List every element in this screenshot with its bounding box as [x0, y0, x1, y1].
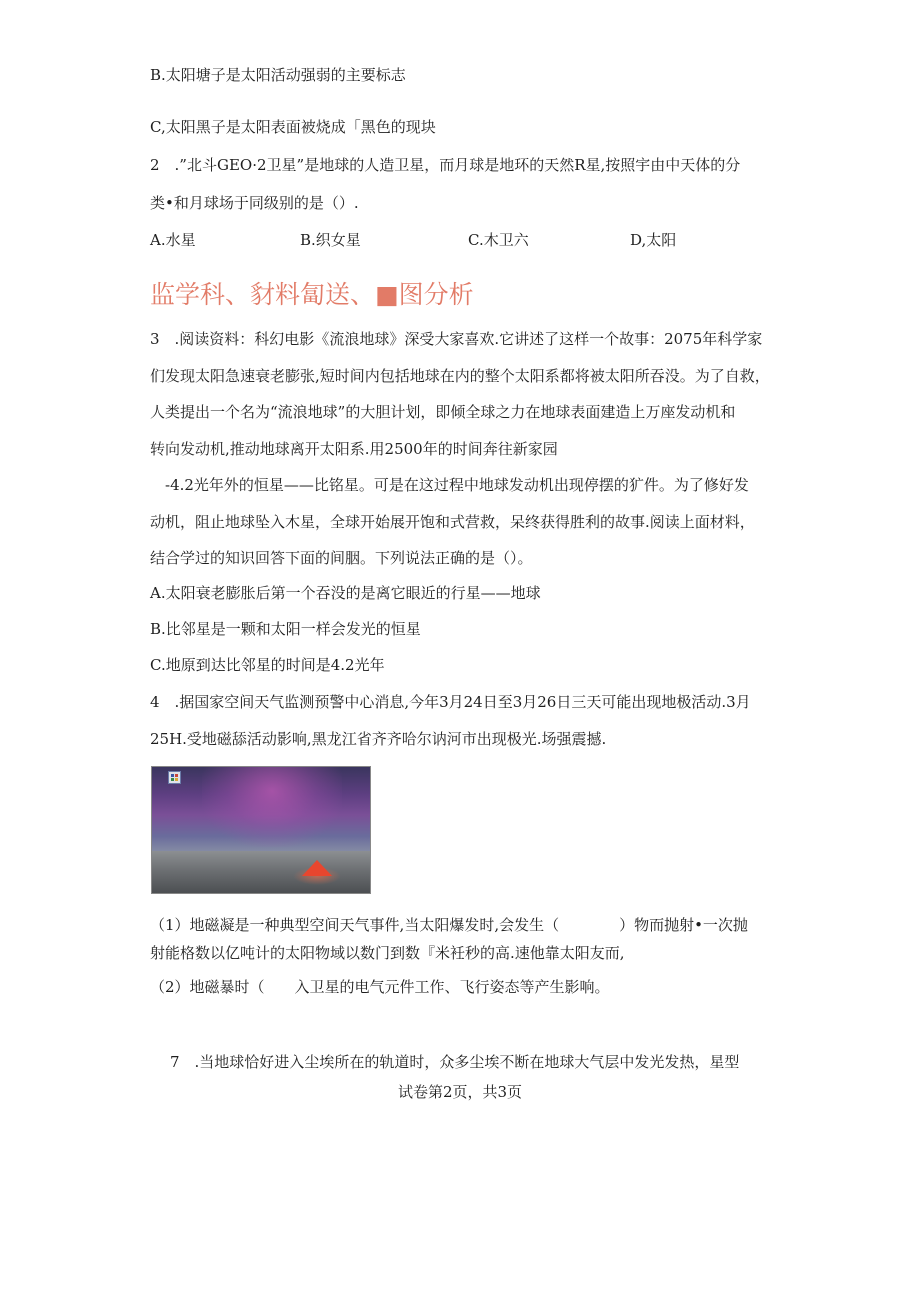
page-footer: 试卷第2页，共3页	[397, 1083, 523, 1101]
question-4-part-1-line-2: 射能格数以亿吨计的太阳物域以数门到数『米衽秒的高.速他靠太阳友而,	[150, 944, 625, 962]
option-c: C.木卫六	[468, 231, 529, 249]
question-3-option-a: A.太阳衰老膨胀后第一个吞没的是离它眼近的行星——地球	[150, 584, 541, 602]
question-3-option-c: C.地原到达比邻星的时间是4.2光年	[150, 656, 385, 674]
question-3-line-6: 动机，阻止地球坠入木星，全球开始展开饱和式营救，呆终获得胜利的故事.阅读上面材料，	[150, 513, 755, 531]
question-2-options	[150, 230, 770, 250]
question-7-line-1: 7 .当地球恰好进入尘埃所在的轨道时，众多尘埃不断在地球大气层中发光发热，星型	[170, 1053, 740, 1071]
question-3-line-1: 3 .阅读资料：科幻电影《流浪地球》深受大家喜欢.它讲述了这样一个故事：2075年科学家	[150, 330, 763, 348]
question-3-line-2: 们发现太阳急速衰老膨张,短时间内包括地球在内的整个太阳系都将被太阳所吞没。为了自救，	[150, 367, 770, 385]
question-4-part-1-line-1: （1）地磁凝是一种典型空间天气事件,当太阳爆发时,会发生（ ）物而抛射•一次抛	[150, 916, 748, 934]
question-2-line-1: 2 .”北斗GEO·2卫星”是地球的人造卫星，而月球是地环的天然R星,按照宇由中天体的分	[150, 156, 741, 174]
tent-icon	[302, 860, 332, 876]
question-3-line-4: 转向发动机,推动地球离开太阳系.用2500年的时间奔往新家园	[150, 440, 558, 458]
question-2-line-2: 类•和月球场于同级别的是（）.	[150, 194, 359, 212]
question-4-line-2: 25H.受地磁舔活动影响,黑龙江省齐齐哈尔讷河市出现极光.场强震撼.	[150, 730, 607, 748]
question-3-line-5: -4.2光年外的恒星——比铭星。可是在这过程中地球发动机出现停摆的犷件。为了修好发	[165, 476, 749, 494]
question-4-part-2: （2）地磁暴时（ 入卫星的电气元件工作、飞行姿态等产生影响。	[150, 978, 610, 996]
option-b: B.织女星	[300, 231, 361, 249]
option-a: A.水星	[150, 231, 196, 249]
watermark-logo-icon	[168, 771, 181, 784]
line-c-sunspot: C,太阳黑子是太阳表面被烧成「黑色的现块	[150, 118, 436, 136]
question-3-line-3: 人类提出一个名为“流浪地球”的大胆计划，即倾全球之力在地球表面建造上万座发动机和	[150, 403, 736, 421]
line-b-sunspot-marker: B.太阳塘子是太阳活动强弱的主要标志	[150, 66, 406, 84]
aurora-photo	[151, 766, 371, 894]
option-d: D,太阳	[630, 231, 677, 249]
section-heading: 监学科、豺料匐送、■图分析	[150, 280, 474, 309]
question-3-line-7: 结合学过的知识回答下面的间胭。下列说法正确的是（）。	[150, 549, 533, 567]
question-4-line-1: 4 .据国家空间天气监测预警中心消息,今年3月24日至3月26日三天可能出现地极活动.3月	[150, 693, 751, 711]
question-3-option-b: B.比邻星是一颗和太阳一样会发光的恒星	[150, 620, 421, 638]
